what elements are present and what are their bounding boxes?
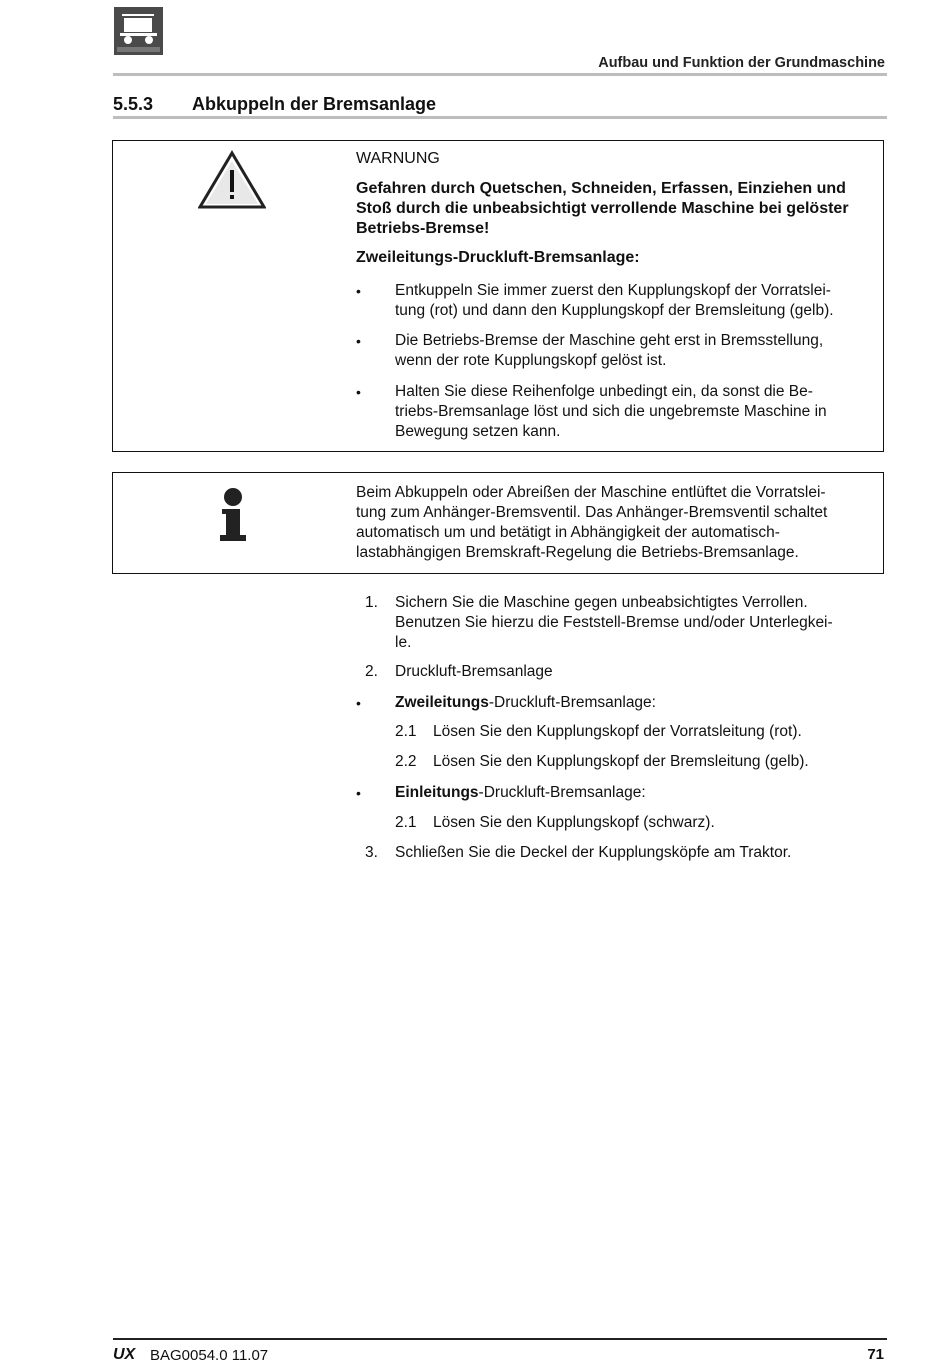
info-icon (217, 487, 249, 543)
bullet-marker: • (356, 384, 361, 400)
warning-bullet-3: Halten Sie diese Reihenfolge unbedingt ein, da sonst die Be- triebs-Bremsanlage löst und sich die ungebremste Maschine in Bewegung setzen kann. (395, 383, 827, 440)
warning-heading: Gefahren durch Quetschen, Schneiden, Erfassen, Einziehen und Stoß durch die unbeabsichtigt verrollende Maschine bei gelöster Betriebs-Bremse! (356, 180, 849, 237)
bullet-marker: • (356, 785, 361, 801)
warning-subheading: Zweileitungs-Druckluft-Bremsanlage: (356, 249, 640, 266)
substep-number: 2.1 (395, 723, 417, 740)
substep-number: 2.2 (395, 753, 417, 770)
warning-triangle-icon (198, 150, 266, 210)
bullet-marker: • (356, 333, 361, 349)
step-2-text: Druckluft-Bremsanlage (395, 663, 553, 680)
zweileitungs-label: Zweileitungs-Druckluft-Bremsanlage: (395, 694, 656, 711)
page-number: 71 (867, 1346, 884, 1363)
section-rule (113, 116, 887, 119)
bullet-marker: • (356, 283, 361, 299)
header-rule (113, 73, 887, 76)
substep-text: Lösen Sie den Kupplungskopf der Bremsleitung (gelb). (433, 753, 809, 770)
warning-bullet-1: Entkuppeln Sie immer zuerst den Kupplungskopf der Vorratslei- tung (rot) und dann den Kupplungskopf der Bremsleitung (gelb). (395, 282, 834, 319)
bullet-marker: • (356, 695, 361, 711)
footer-rule (113, 1338, 887, 1340)
info-text: Beim Abkuppeln oder Abreißen der Maschine entlüftet die Vorratslei- tung zum Anhänger-Bremsventil. Das Anhänger-Bremsventil schaltet automatisch um und betätigt in Abhängigkeit der automatisch- lastabhängigen Bremskraft-Regelung die Betriebs-Bremsanlage. (356, 484, 828, 561)
substep-number: 2.1 (395, 814, 417, 831)
section-number: 5.5.3 (113, 94, 154, 114)
step-number: 1. (365, 594, 378, 611)
substep-text: Lösen Sie den Kupplungskopf (schwarz). (433, 814, 715, 831)
step-1-text: Sichern Sie die Maschine gegen unbeabsichtigtes Verrollen. Benutzen Sie hierzu die Feststell-Bremse und/oder Unterlegkei- le. (395, 594, 833, 651)
step-number: 3. (365, 844, 378, 861)
amazone-logo (114, 7, 163, 55)
step-number: 2. (365, 663, 378, 680)
step-3-text: Schließen Sie die Deckel der Kupplungsköpfe am Traktor. (395, 844, 792, 861)
warning-label: WARNUNG (356, 150, 440, 167)
einleitungs-label: Einleitungs-Druckluft-Bremsanlage: (395, 784, 646, 801)
footer-model: UX (113, 1346, 136, 1363)
running-header: Aufbau und Funktion der Grundmaschine (598, 55, 885, 71)
warning-bullet-2: Die Betriebs-Bremse der Maschine geht erst in Bremsstellung, wenn der rote Kupplungskopf gelöst ist. (395, 332, 824, 369)
section-title: Abkuppeln der Bremsanlage (192, 94, 437, 114)
footer-document-id: BAG0054.0 11.07 (150, 1347, 269, 1364)
substep-text: Lösen Sie den Kupplungskopf der Vorratsleitung (rot). (433, 723, 802, 740)
